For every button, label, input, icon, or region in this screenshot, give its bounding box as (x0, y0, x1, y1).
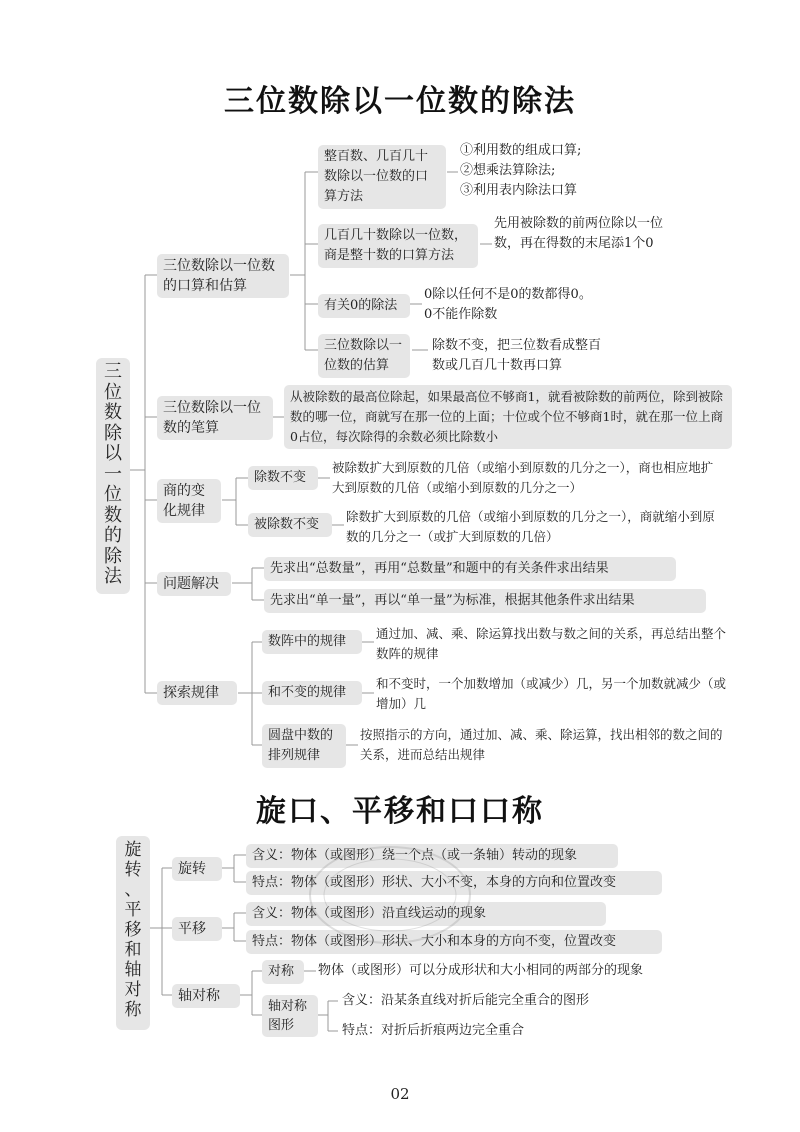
node-zero-division: 有关0的除法 (318, 294, 410, 318)
branch-written-division: 三位数除以一位数的笔算 (157, 396, 273, 440)
root-char: 的 (104, 525, 122, 546)
node-dividend-unchanged-detail: 除数扩大到原数的几倍（或缩小到原数的几分之一），商就缩小到原数的几分之一（或扩大到原数的几倍） (346, 509, 715, 544)
root-char: 数 (104, 504, 122, 526)
root-char: 和 (124, 940, 142, 960)
root-char: 位 (104, 381, 122, 403)
section-title: 旋口、平移和口口称 (256, 794, 544, 829)
symmetric-figure-meaning: 含义：沿某条直线对折后能完全重合的图形 (342, 993, 590, 1008)
root-char: 对 (124, 980, 142, 1000)
node-zero-division-detail: 0除以任何不是0的数都得0。 0不能作除数 (424, 287, 592, 322)
root-char: 法 (104, 566, 122, 587)
root-char: 一 (104, 463, 122, 485)
rotation-feature: 特点：物体（或图形）形状、大小不变，本身的方向和位置改变 (246, 871, 662, 895)
root-char: 平 (124, 900, 142, 920)
root-char: 三 (104, 361, 122, 382)
branch-quotient-change: 商的变化规律 (157, 479, 221, 523)
page-number: 02 (390, 1085, 410, 1103)
root-char: 轴 (124, 960, 142, 980)
translation-meaning: 含义：物体（或图形）沿直线运动的现象 (246, 902, 606, 926)
node-constant-sum: 和不变的规律 (262, 681, 362, 705)
root-node (116, 836, 150, 1030)
node-symmetry-detail: 物体（或图形）可以分成形状和大小相同的两部分的现象 (318, 963, 644, 978)
node-oral-method: 整百数、几百几十数除以一位数的口算方法 (318, 145, 446, 209)
node-array-pattern-detail: 通过加、减、乘、除运算找出数与数之间的关系，再总结出整个数阵的规律 (376, 626, 727, 661)
node-tens-quotient: 几百几十数除以一位数，商是整十数的口算方法 (318, 224, 478, 268)
problem-solving-unit: 先求出“单一量”，再以“单一量”为标准，根据其他条件求出结果 (264, 589, 706, 613)
translation-feature: 特点：物体（或图形）形状、大小和本身的方向不变，位置改变 (246, 930, 662, 954)
node-divisor-unchanged-detail: 被除数扩大到原数的几倍（或缩小到原数的几分之一），商也相应地扩大到原数的几倍（或缩小到原数的几分之一） (332, 460, 714, 495)
node-oral-method-detail: ①利用数的组成口算; ②想乘法算除法; ③利用表内除法口算 (460, 143, 582, 198)
root-char: 称 (124, 1000, 142, 1020)
root-char: 以 (104, 443, 122, 464)
rotation-meaning: 含义：物体（或图形）绕一个点（或一条轴）转动的现象 (246, 844, 618, 868)
root-char: 位 (104, 484, 122, 505)
branch-pattern-explore: 探索规律 (157, 681, 237, 705)
node-estimation-detail: 除数不变，把三位数看成整百数或几百几十数再口算 (432, 338, 602, 373)
node-symmetric-figure: 轴对称图形 (262, 995, 318, 1037)
root-node (96, 358, 130, 594)
root-char: 数 (104, 402, 122, 423)
branch-axis-symmetry: 轴对称 (172, 984, 240, 1008)
node-constant-sum-detail: 和不变时，一个加数增加（或减少）几，另一个加数就减少（或增加）几 (376, 676, 727, 711)
root-char: 移 (124, 920, 142, 940)
node-disc-pattern: 圆盘中数的排列规律 (262, 724, 346, 768)
node-estimation: 三位数除以一位数的估算 (318, 334, 410, 378)
written-division-rule: 从被除数的最高位除起，如果最高位不够商1，就看被除数的前两位，除到被除数的哪一位，商就写在那一位的上面；十位或个位不够商1时，就在那一位上商0占位，每次除得的余数必须比除数小 (284, 385, 732, 449)
root-char: 旋 (124, 840, 142, 860)
root-char: 、 (124, 880, 142, 900)
root-char: 除 (104, 545, 122, 567)
node-disc-pattern-detail: 按照指示的方向，通过加、减、乘、除运算，找出相邻的数之间的关系，进而总结出规律 (360, 727, 723, 762)
node-divisor-unchanged: 除数不变 (248, 466, 318, 490)
stamp-watermark (305, 840, 475, 950)
node-array-pattern: 数阵中的规律 (262, 630, 362, 654)
root-char: 转 (124, 860, 142, 880)
node-tens-quotient-detail: 先用被除数的前两位除以一位数，再在得数的末尾添1个0 (494, 216, 664, 251)
branch-oral-estimation: 三位数除以一位数的口算和估算 (157, 254, 289, 298)
section-title: 三位数除以一位数的除法 (224, 84, 576, 119)
node-dividend-unchanged: 被除数不变 (248, 513, 332, 537)
node-symmetry: 对称 (262, 960, 304, 984)
problem-solving-total: 先求出“总数量”，再用“总数量”和题中的有关条件求出结果 (264, 557, 676, 581)
branch-problem-solving: 问题解决 (157, 572, 231, 596)
branch-translation: 平移 (172, 917, 222, 941)
branch-rotation: 旋转 (172, 857, 222, 881)
root-char: 除 (104, 422, 122, 444)
symmetric-figure-feature: 特点：对折后折痕两边完全重合 (342, 1023, 525, 1038)
